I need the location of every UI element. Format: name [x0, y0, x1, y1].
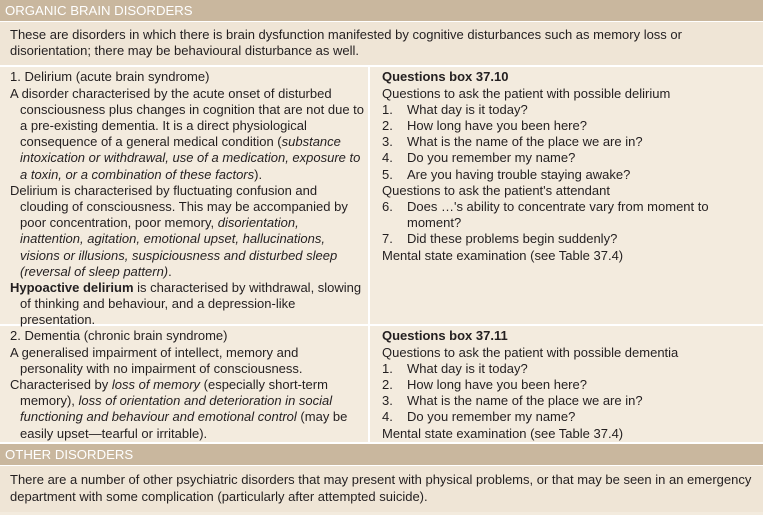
question-number: 4. [382, 409, 393, 425]
question-item [382, 134, 757, 150]
questions-box-title: Questions box 37.11 [382, 328, 508, 344]
question-item [382, 118, 757, 134]
question-text: What day is it today? [407, 101, 528, 117]
question-number: 5. [382, 166, 393, 182]
questions-subtitle: Questions to ask the patient with possible dementia [382, 344, 679, 360]
question-item [382, 231, 757, 247]
question-text: What day is it today? [407, 360, 528, 376]
question-text: Did these problems begin suddenly? [407, 231, 618, 247]
question-item [382, 167, 757, 183]
question-number: 3. [382, 134, 393, 150]
dementia-title: 2. Dementia (chronic brain syndrome) [10, 328, 228, 344]
questions-box-37-10 [370, 67, 763, 324]
question-text: What is the name of the place we are in? [407, 134, 643, 150]
question-item [382, 377, 757, 393]
question-number: 6. [382, 199, 393, 215]
questions-subtitle-attendant: Questions to ask the patient's attendant [382, 182, 610, 198]
row-dementia [0, 326, 763, 444]
mental-state-reference: Mental state examination (see Table 37.4) [382, 247, 624, 263]
question-item [382, 393, 757, 409]
dementia-definition: A generalised impairment of intellect, memory and personality with no impairment of consciousness. [10, 344, 303, 376]
section-header-other: OTHER DISORDERS [0, 444, 763, 466]
question-number: 2. [382, 377, 393, 393]
questions-box-37-11 [370, 326, 763, 442]
questions-list [382, 102, 757, 183]
question-number: 1. [382, 360, 393, 376]
delirium-cell [0, 67, 370, 328]
question-item [382, 199, 757, 231]
row-delirium [0, 67, 763, 326]
question-text: Are you having trouble staying awake? [407, 166, 631, 182]
delirium-title: 1. Delirium (acute brain syndrome) [10, 69, 210, 85]
hypoactive-delirium: Hypoactive delirium is characterised by withdrawal, slowing of thinking and behaviour, and a depression-like presentation. [10, 280, 362, 328]
dementia-characteristics: Characterised by loss of memory (especially short-term memory), loss of orientation and deterioration in social functioning and behaviour and emotional control (may be easily upset—tearful or irritable). [10, 377, 348, 441]
question-number: 2. [382, 118, 393, 134]
question-item [382, 102, 757, 118]
other-disorders-text: There are a number of other psychiatric disorders that may present with physical problems, or that may be seen in an emergency department with some complication (particularly after attempted suicide). [0, 466, 763, 512]
question-text: Does …'s ability to concentrate vary from moment to moment? [407, 199, 709, 231]
questions-list-attendant [382, 199, 757, 248]
question-item [382, 409, 757, 425]
question-number: 4. [382, 150, 393, 166]
questions-box-title: Questions box 37.10 [382, 69, 509, 85]
question-item [382, 361, 757, 377]
questions-subtitle: Questions to ask the patient with possible delirium [382, 85, 671, 101]
question-item [382, 150, 757, 166]
question-number: 3. [382, 393, 393, 409]
question-text: How long have you been here? [407, 118, 587, 134]
questions-list [382, 361, 757, 426]
question-text: How long have you been here? [407, 377, 587, 393]
question-text: What is the name of the place we are in? [407, 393, 643, 409]
delirium-definition: A disorder characterised by the acute onset of disturbed consciousness plus changes in cognition that are not due to a pre-existing dementia. It is a direct physiological consequence of a general medical condition (substance intoxication or withdrawal, use of a medication, exposure to a toxin, or a combination of these factors). [10, 85, 365, 182]
question-number: 1. [382, 101, 393, 117]
intro-text: These are disorders in which there is brain dysfunction manifested by cognitive disturbances such as memory loss or disorientation; there may be behavioural disturbance as well. [0, 22, 763, 67]
dementia-cell [0, 326, 370, 442]
delirium-characteristics: Delirium is characterised by fluctuating confusion and clouding of consciousness. This may be accompanied by poor concentration, poor memory, disorientation, inattention, agitation, emotional upset, hallucinations, visions or illusions, suspiciousness and disturbed sleep (reversal of sleep pattern). [10, 182, 348, 279]
section-header-organic: ORGANIC BRAIN DISORDERS [0, 0, 763, 22]
question-number: 7. [382, 231, 393, 247]
question-text: Do you remember my name? [407, 409, 576, 425]
question-text: Do you remember my name? [407, 150, 576, 166]
mental-state-reference: Mental state examination (see Table 37.4) [382, 425, 624, 441]
